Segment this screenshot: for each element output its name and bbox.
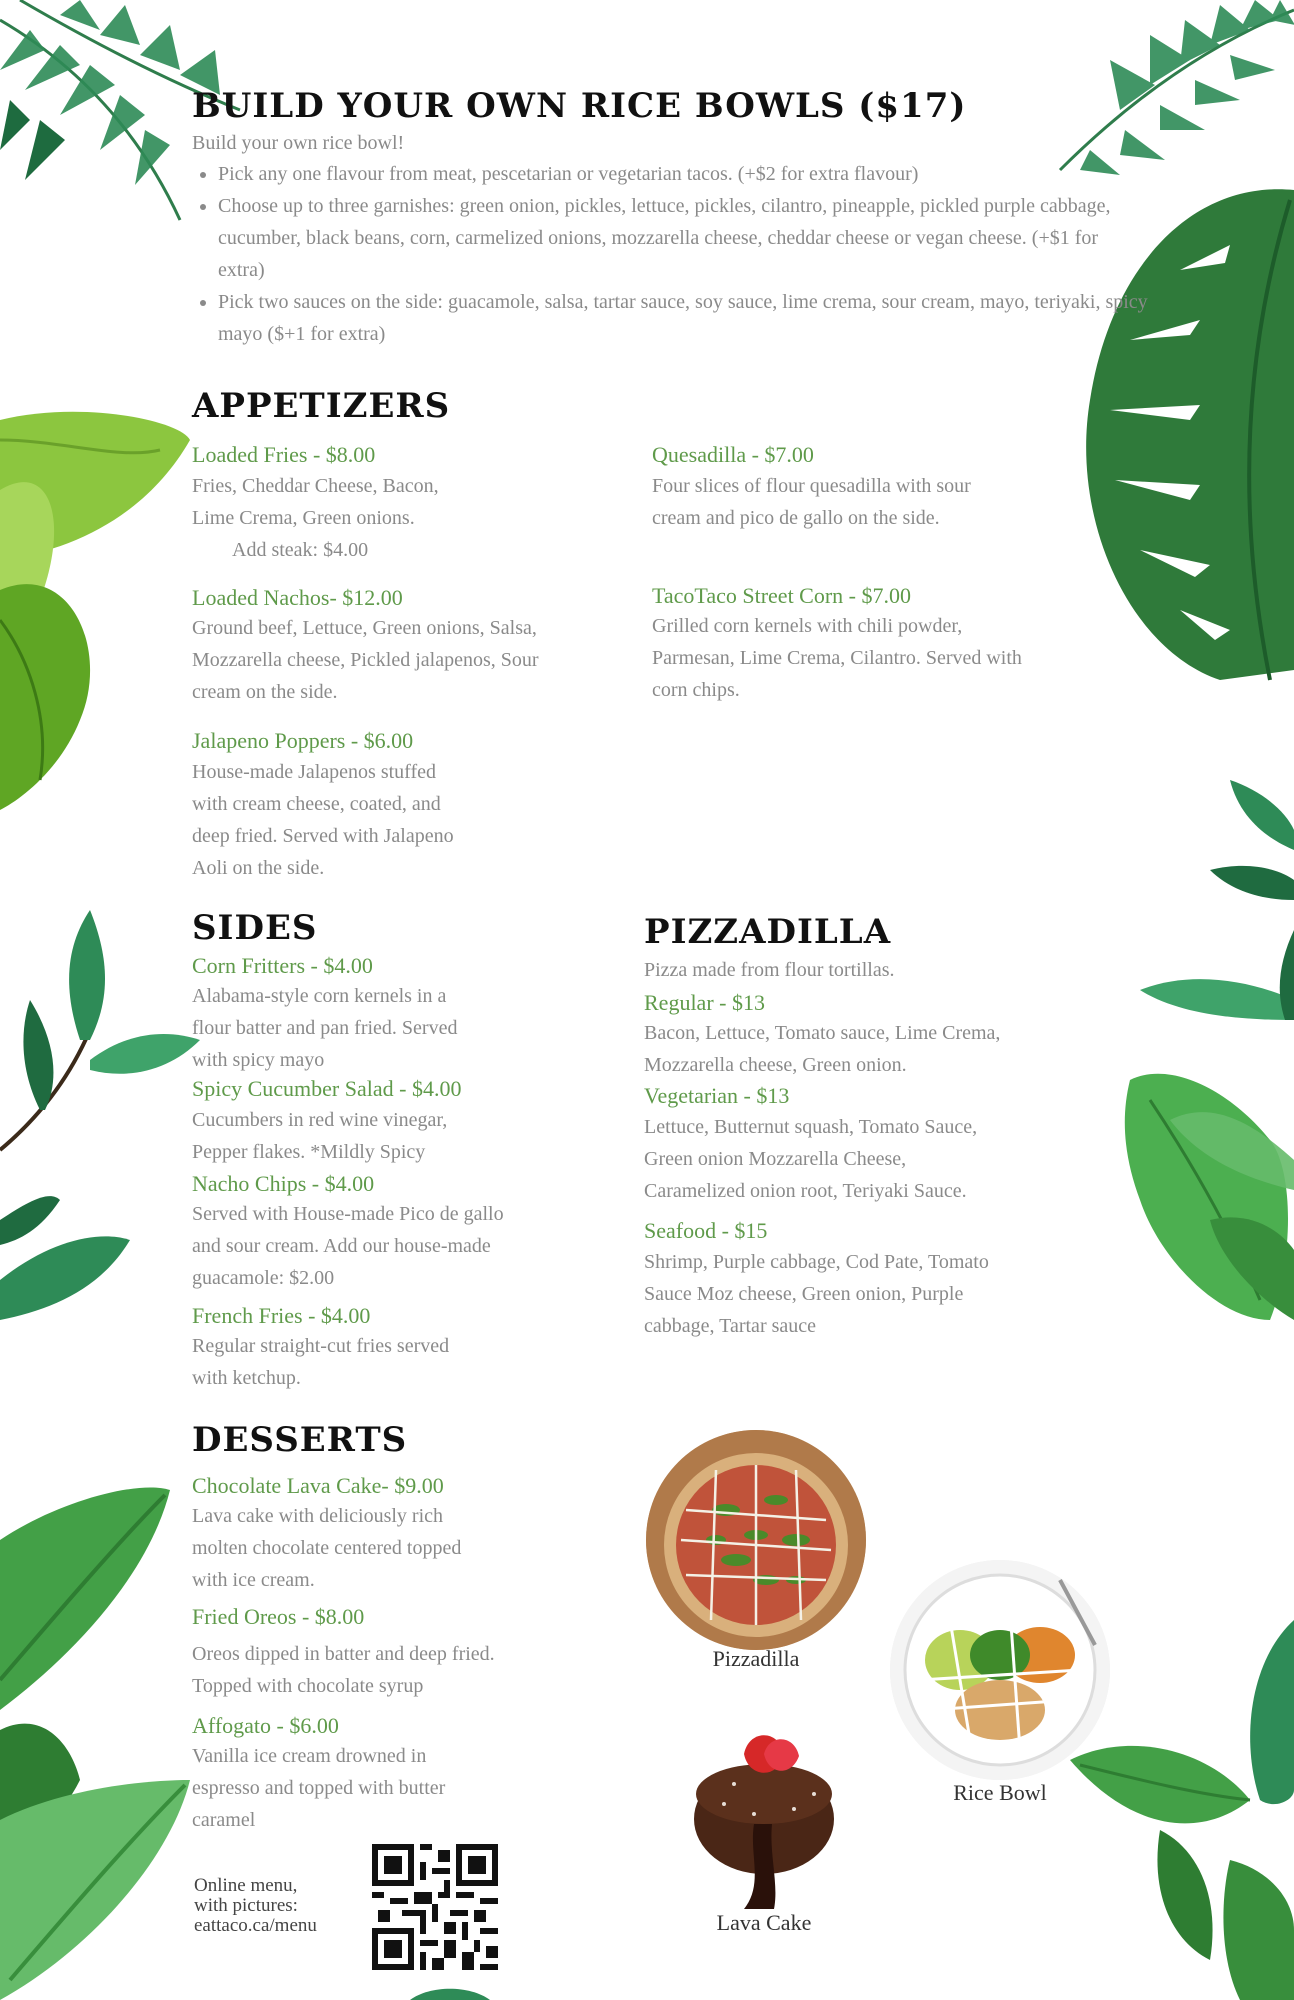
menu-item-lava-cake xyxy=(192,1472,612,1596)
description-line: Four slices of flour quesadilla with sour xyxy=(652,475,971,497)
description-line: with ketchup. xyxy=(192,1367,301,1389)
description-line: molten chocolate centered topped xyxy=(192,1537,462,1559)
description-line: Lime Crema, Green onions. xyxy=(192,507,415,529)
menu-item-nacho-chips xyxy=(192,1170,612,1294)
item-description xyxy=(192,1198,612,1294)
pizza-image xyxy=(646,1430,866,1650)
description-line: deep fried. Served with Jalapeno xyxy=(192,825,454,847)
item-name: Spicy Cucumber Salad - $4.00 xyxy=(192,1076,462,1101)
description-line: Bacon, Lettuce, Tomato sauce, Lime Crema, xyxy=(644,1022,1001,1044)
description-line: Caramelized onion root, Teriyaki Sauce. xyxy=(644,1180,967,1202)
item-name: Quesadilla - $7.00 xyxy=(652,442,814,467)
online-line: Online menu, xyxy=(194,1875,298,1896)
item-name: Fried Oreos - $8.00 xyxy=(192,1604,365,1629)
description-line: Green onion Mozzarella Cheese, xyxy=(644,1148,907,1170)
rice-bowls-list xyxy=(192,158,1148,350)
description-line: and sour cream. Add our house-made xyxy=(192,1235,491,1257)
lava-cake-image xyxy=(654,1694,874,1914)
list-item: • Pick two sauces on the side: guacamole, salsa, tartar sauce, soy sauce, lime crema, sour cream, mayo, teriyaki, spicy mayo ($+1 for extra) xyxy=(218,286,1148,350)
item-name: Vegetarian - $13 xyxy=(644,1083,790,1108)
description-line: Alabama-style corn kernels in a xyxy=(192,985,447,1007)
menu-item-cucumber-salad xyxy=(192,1074,612,1168)
rice-bowls-title: BUILD YOUR OWN RICE BOWLS ($17) xyxy=(192,86,967,126)
rice-bowl-photo xyxy=(890,1560,1110,1780)
menu-item-french-fries xyxy=(192,1302,612,1394)
description-line: Add steak: $4.00 xyxy=(232,539,369,561)
list-item: • Choose up to three garnishes: green onion, pickles, lettuce, pickles, cilantro, pineapple, pickled purple cabbage, cucumber, black beans, corn, carmelized onions, mozzarella cheese, cheddar cheese or vegan cheese. (+$1 for extra) xyxy=(218,190,1148,286)
description-line: Oreos dipped in batter and deep fried. xyxy=(192,1643,495,1665)
description-line: caramel xyxy=(192,1809,256,1831)
item-description xyxy=(644,1017,1124,1081)
rice-bowl-image xyxy=(890,1560,1110,1780)
description-line: cabbage, Tartar sauce xyxy=(644,1315,817,1337)
menu-item-loaded-nachos xyxy=(192,584,632,708)
item-description xyxy=(192,1638,612,1702)
item-description xyxy=(192,1330,612,1394)
description-line: Lava cake with deliciously rich xyxy=(192,1505,444,1527)
sides-title: SIDES xyxy=(192,908,318,948)
item-name: Jalapeno Poppers - $6.00 xyxy=(192,728,414,753)
online-link[interactable]: eattaco.ca/menu xyxy=(194,1915,317,1936)
description-line: Parmesan, Lime Crema, Cilantro. Served with xyxy=(652,647,1022,669)
item-name: Chocolate Lava Cake- $9.00 xyxy=(192,1473,444,1498)
leaves-right-middle xyxy=(1110,760,1294,1460)
green-leaves-left xyxy=(0,400,200,820)
item-name: Seafood - $15 xyxy=(644,1218,768,1243)
description-line: with cream cheese, coated, and xyxy=(192,793,441,815)
description-line: flour batter and pan fried. Served xyxy=(192,1017,458,1039)
menu-item-pizzadilla-regular xyxy=(644,989,1124,1081)
item-name: Nacho Chips - $4.00 xyxy=(192,1171,375,1196)
description-line: with spicy mayo xyxy=(192,1049,325,1071)
description-line: corn chips. xyxy=(652,679,740,701)
item-description xyxy=(192,1104,612,1168)
description-line: Grilled corn kernels with chili powder, xyxy=(652,615,963,637)
online-menu-note xyxy=(194,1876,317,1936)
item-description xyxy=(192,756,612,884)
menu-item-street-corn xyxy=(652,582,1112,706)
item-name: Regular - $13 xyxy=(644,990,765,1015)
desserts-title: DESSERTS xyxy=(192,1420,408,1460)
description-line: Sauce Moz cheese, Green onion, Purple xyxy=(644,1283,964,1305)
description-line: guacamole: $2.00 xyxy=(192,1267,335,1289)
description-line: Lettuce, Butternut squash, Tomato Sauce, xyxy=(644,1116,978,1138)
list-item: • Pick any one flavour from meat, pescetarian or vegetarian tacos. (+$2 for extra flavour) xyxy=(218,158,1148,190)
branch-leaves-left xyxy=(0,900,200,1360)
menu-item-pizzadilla-vegetarian xyxy=(644,1081,1124,1207)
item-description xyxy=(644,1246,1124,1342)
item-name: French Fries - $4.00 xyxy=(192,1303,371,1328)
menu-item-loaded-fries xyxy=(192,440,612,566)
item-description xyxy=(192,1500,612,1596)
item-name: Affogato - $6.00 xyxy=(192,1713,339,1738)
description-line: Pepper flakes. *Mildly Spicy xyxy=(192,1141,426,1163)
lava-cake-caption: Lava Cake xyxy=(716,1910,812,1935)
description-line: Mozzarella cheese, Pickled jalapenos, Sour xyxy=(192,649,539,671)
qr-code[interactable] xyxy=(372,1844,498,1970)
description-line: Ground beef, Lettuce, Green onions, Salsa, xyxy=(192,617,537,639)
description-line: Aoli on the side. xyxy=(192,857,325,879)
rice-bowls-section xyxy=(192,84,1148,350)
menu-item-fried-oreos xyxy=(192,1602,612,1702)
item-name: Loaded Fries - $8.00 xyxy=(192,442,376,467)
menu-item-quesadilla xyxy=(652,440,1112,534)
description-line: Shrimp, Purple cabbage, Cod Pate, Tomato xyxy=(644,1251,989,1273)
item-description xyxy=(192,980,612,1076)
description-line: espresso and topped with butter xyxy=(192,1777,446,1799)
leaf-bottom-center xyxy=(410,1985,490,2000)
online-line: with pictures: xyxy=(194,1895,298,1916)
description-line: cream on the side. xyxy=(192,681,338,703)
description-line: Cucumbers in red wine vinegar, xyxy=(192,1109,448,1131)
description-line: Fries, Cheddar Cheese, Bacon, xyxy=(192,475,439,497)
description-line: Mozzarella cheese, Green onion. xyxy=(644,1054,907,1076)
description-line: cream and pico de gallo on the side. xyxy=(652,507,940,529)
description-line: Served with House-made Pico de gallo xyxy=(192,1203,504,1225)
description-line: House-made Jalapenos stuffed xyxy=(192,761,437,783)
menu-item-affogato xyxy=(192,1712,612,1836)
item-name: Corn Fritters - $4.00 xyxy=(192,953,373,978)
rice-bowl-caption: Rice Bowl xyxy=(953,1780,1047,1805)
item-description xyxy=(652,470,1112,534)
menu-item-corn-fritters xyxy=(192,952,612,1076)
item-name: Loaded Nachos- $12.00 xyxy=(192,585,403,610)
appetizers-title: APPETIZERS xyxy=(192,386,451,426)
item-description xyxy=(644,1111,1124,1207)
description-line: Topped with chocolate syrup xyxy=(192,1675,424,1697)
pizzadilla-photo xyxy=(646,1430,866,1650)
pizzadilla-caption: Pizzadilla xyxy=(712,1646,800,1671)
item-description xyxy=(652,610,1112,706)
lava-cake-photo xyxy=(654,1694,874,1914)
item-description xyxy=(192,470,612,566)
pizzadilla-intro: Pizza made from flour tortillas. xyxy=(644,959,895,981)
description-line: Vanilla ice cream drowned in xyxy=(192,1745,427,1767)
item-description xyxy=(192,1740,612,1836)
description-line: Regular straight-cut fries served xyxy=(192,1335,450,1357)
rice-bowls-intro: Build your own rice bowl! xyxy=(192,132,405,154)
pizzadilla-title: PIZZADILLA xyxy=(644,912,892,952)
menu-item-jalapeno-poppers xyxy=(192,726,612,884)
banana-leaves-bottom-left xyxy=(0,1480,200,2000)
description-line: with ice cream. xyxy=(192,1569,315,1591)
item-name: TacoTaco Street Corn - $7.00 xyxy=(652,583,912,608)
item-description xyxy=(192,612,632,708)
menu-item-pizzadilla-seafood xyxy=(644,1216,1124,1342)
